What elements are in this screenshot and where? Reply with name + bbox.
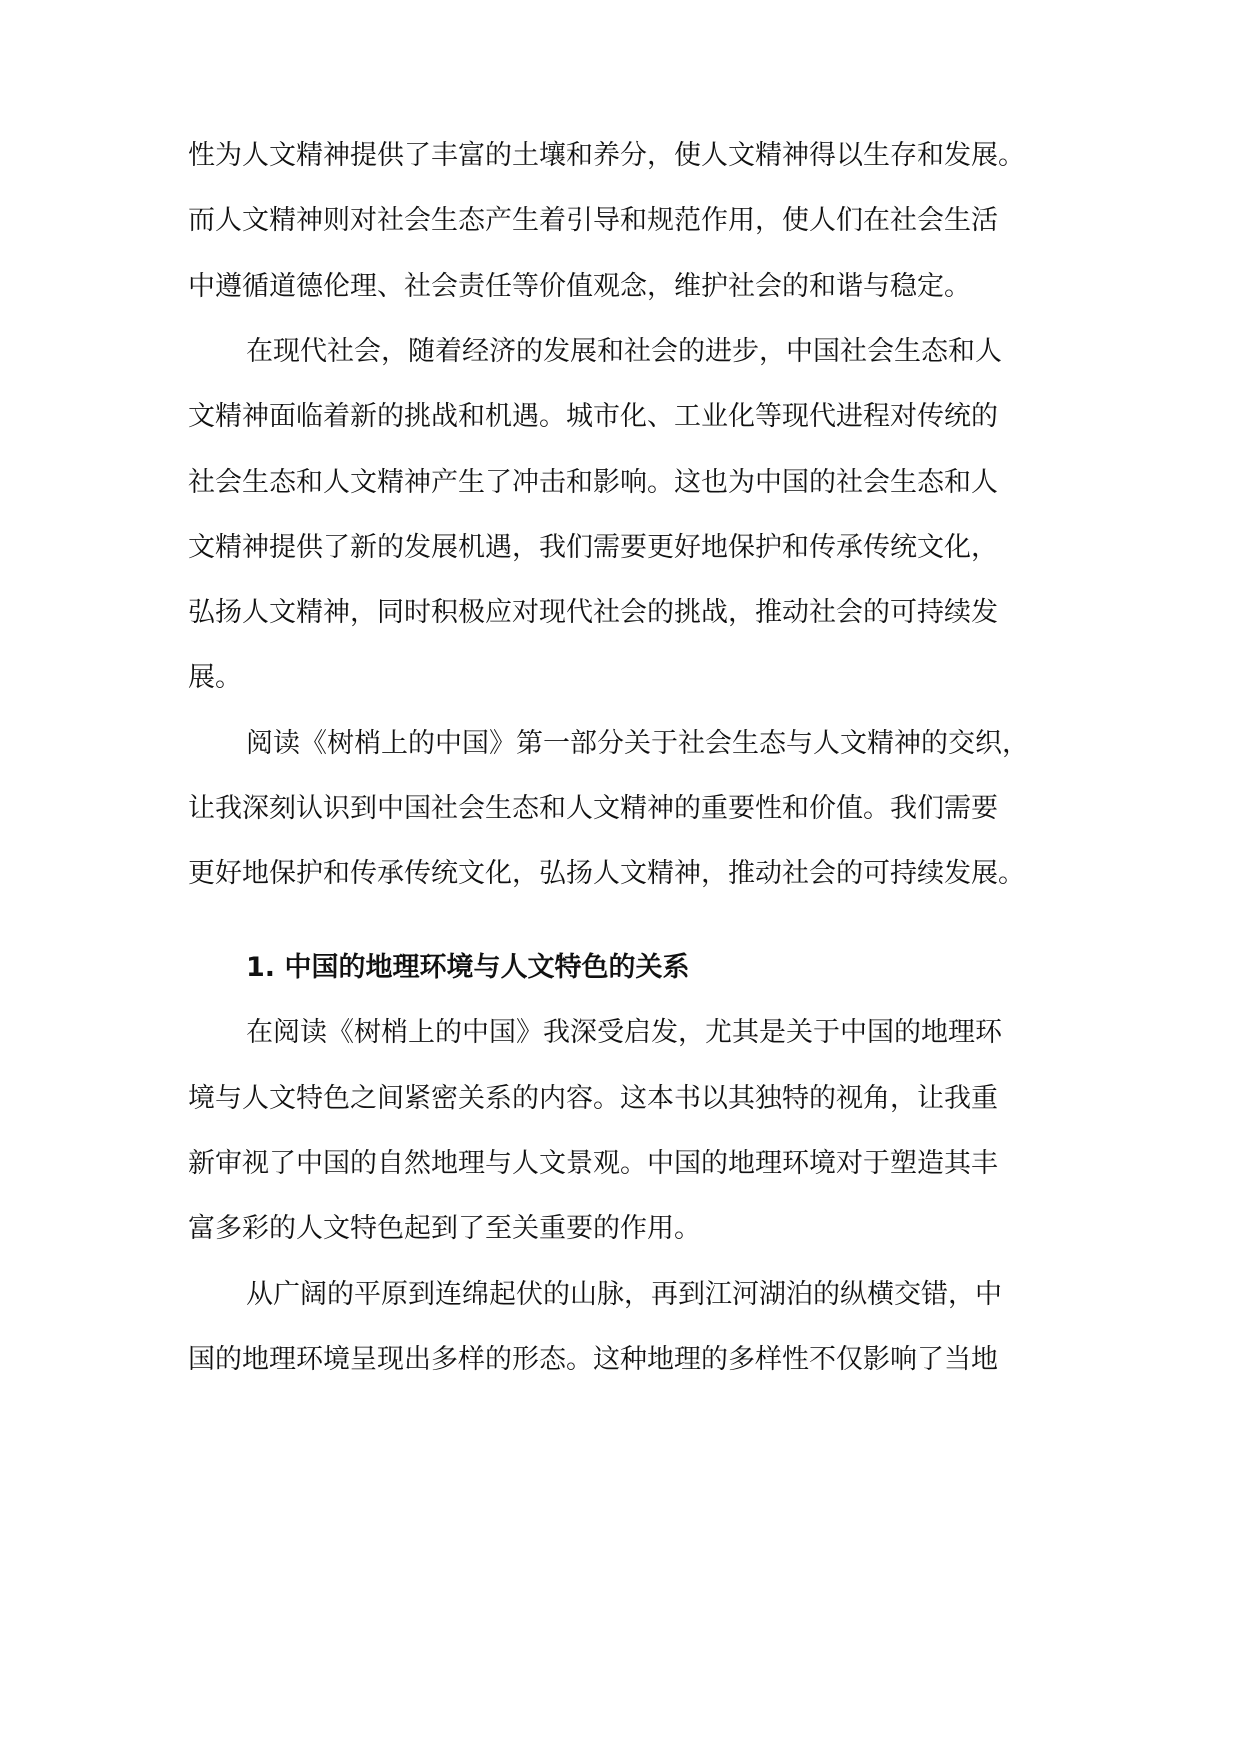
text-line: 国的地理环境呈现出多样的形态。这种地理的多样性不仅影响了当地	[188, 1344, 998, 1375]
text-line: 更好地保护和传承传统文化，弘扬人文精神，推动社会的可持续发展。	[188, 858, 1025, 889]
text-line: 阅读《树梢上的中国》第一部分关于社会生态与人文精神的交织，	[246, 728, 1029, 759]
text-line: 富多彩的人文特色起到了至关重要的作用。	[188, 1213, 701, 1244]
text-line: 在现代社会，随着经济的发展和社会的进步，中国社会生态和人	[246, 336, 1002, 367]
text-line: 文精神提供了新的发展机遇，我们需要更好地保护和传承传统文化，	[188, 532, 998, 563]
text-line: 中遵循道德伦理、社会责任等价值观念，维护社会的和谐与稳定。	[188, 271, 971, 302]
text-line: 弘扬人文精神，同时积极应对现代社会的挑战，推动社会的可持续发	[188, 597, 998, 628]
text-line: 在阅读《树梢上的中国》我深受启发，尤其是关于中国的地理环	[246, 1017, 1002, 1048]
text-line: 境与人文特色之间紧密关系的内容。这本书以其独特的视角，让我重	[188, 1083, 998, 1114]
text-line: 而人文精神则对社会生态产生着引导和规范作用，使人们在社会生活	[188, 205, 998, 236]
text-line: 社会生态和人文精神产生了冲击和影响。这也为中国的社会生态和人	[188, 467, 998, 498]
text-line: 新审视了中国的自然地理与人文景观。中国的地理环境对于塑造其丰	[188, 1148, 998, 1179]
text-line: 展。	[188, 662, 242, 693]
text-line: 文精神面临着新的挑战和机遇。城市化、工业化等现代进程对传统的	[188, 401, 998, 432]
text-line: 性为人文精神提供了丰富的土壤和养分，使人文精神得以生存和发展。	[188, 140, 1025, 171]
text-line: 让我深刻认识到中国社会生态和人文精神的重要性和价值。我们需要	[188, 793, 998, 824]
section-heading: 1. 中国的地理环境与人文特色的关系	[246, 952, 690, 983]
text-line: 从广阔的平原到连绵起伏的山脉，再到江河湖泊的纵横交错，中	[246, 1279, 1002, 1310]
